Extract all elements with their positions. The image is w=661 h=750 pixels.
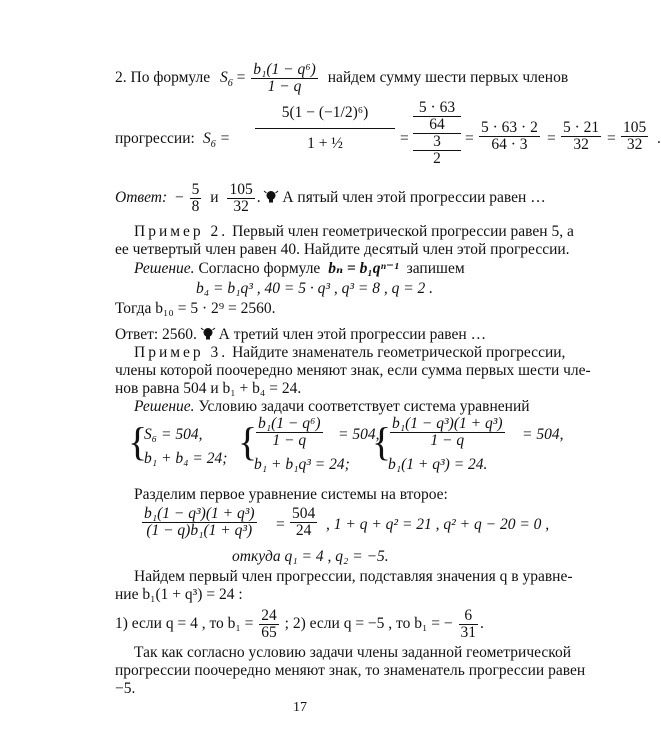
lightbulb-icon [201,327,215,341]
big-fraction: 5(1 − (−1/2)⁶) 1 + ½ [255,100,395,153]
fraction-2: $\frac{5 \cdot 63 \cdot 2}{64 \cdot 3}$ [481,119,538,153]
s6-symbol-2: $S_6$ = [203,130,231,151]
fraction-4: $\frac{105}{32}$ [623,119,647,153]
ex2-equations: b₄ = b₁q³ , 40 = 5 · q³ , q³ = 8 , q = 2 . [196,280,434,297]
cases-line: 1) если q = 4 , то b₁ = $\frac{24}{65}$ ; 2) если q = −5 , то b₁ = − $\frac{6}{31}$ . [115,607,484,641]
fraction-3: $\frac{5 \cdot 21}{32}$ [563,119,600,153]
concl3: −5. [115,680,136,697]
ex2-line2: ее четвертый член равен 40. Найдите десятый член этой прогрессии. [115,241,570,258]
answer1-line: Ответ: − $\frac{5}{8}$ и $\frac{105}{32}$ . А пятый член этой прогрессии равен … [115,181,546,215]
ex2-heading: Пример 2. [134,223,229,240]
ex2-line1: Пример 2. Первый член геометрической прогрессии равен 5, а [134,223,574,240]
concl1: Так как согласно условию задачи члены заданной геометрической [134,644,572,661]
nested-fraction: 5 · 63 64 3 2 [413,100,461,167]
ex3-find2: ние b₁(1 + q³) = 24 : [115,586,243,603]
ex3-find1: Найдем первый член прогрессии, подставляя значения q в уравне- [134,568,573,585]
page-number: 17 [293,700,307,715]
answer1-question: А пятый член этой прогрессии равен … [282,189,546,207]
p1-line: 2. По формуле $S_6$ = $\frac{\text{b₁(1 − q⁶)}}{1 - q}$ найдем сумму шести первых членов [115,61,569,95]
answer1-label: Ответ: [115,189,168,207]
ex2-then: Тогда b₁₀ = 5 · 2⁹ = 2560. [115,300,276,317]
concl2: прогрессии поочередно меняют знак, то знаменатель прогрессии равен [115,662,586,679]
s6-formula-fraction: $\frac{\text{b₁(1 − q⁶)}}{1 - q}$ [253,61,316,95]
ex2-solution: Решение. Согласно формуле bₙ = b₁qⁿ⁻¹ запишем [134,260,465,277]
p2-prefix: прогрессии: [115,130,195,147]
ex3-line2: члены которой поочередно меняют знак, если сумма первых шести чле- [115,362,591,379]
s6-symbol: $S_6$ [220,69,233,90]
p1-suffix: найдем сумму шести первых членов [327,69,569,87]
ex2-answer: Ответ: 2560. А третий член этой прогрессии равен … [115,326,487,343]
roots-line: откуда q₁ = 4 , q₂ = −5. [232,548,389,565]
answer1-fraction-b: $\frac{105}{32}$ [229,181,253,215]
ex3-divide: Разделим первое уравнение системы на второе: [134,486,448,503]
ex3-solution: Решение. Условию задачи соответствует система уравнений [134,398,530,415]
answer1-fraction-a: $\frac{5}{8}$ [191,181,200,215]
textbook-page: 2. По формуле $S_6$ = $\frac{\text{b₁(1 − q⁶)}}{1 - q}$ найдем сумму шести первых членов прогрессии: $S_6$ = 5(1 − (−1/2)⁶) 1 + ½ = 5 · 63 64 3 2 = $\frac{5 \cdot 63 \cdot 2}{64 \cdot 3}$ = $\frac{5 \cdot 21}{32}$ = $\frac{105}{32}$ . Ответ: − $\frac{5}{8}$ и $\frac{105}{32}$ . А пятый член этой прогрессии равен … Пример 2. Первый член геометрической прогрессии равен 5, а ее четвертый член равен 40. Найдите десятый член этой прогрессии. Решение. Согласно формуле bₙ = b₁qⁿ⁻¹ запишем b₄ = b₁q³ , 40 = 5 · q³ , q³ = 8 , q = 2 . Тогда b₁₀ = 5 · 2⁹ = 2560. Ответ: 2560. А третий член этой прогрессии равен … Пример 3. Найдите знаменатель геометрической прогрессии, члены которой поочередно меняют знак, если сумма первых шести чле- нов равна 504 и b₁ + b₄ = 24. Решение. Условию задачи соответствует система уравнений { S₆ = 504, b₁ + b₄ = 24; { $\frac{\text{b₁(1 − q⁶)}}{1 - q}$ = 504, b₁ + b₁q³ = 24; { $\frac{\text{b₁(1 − q³)(1 + q³)}}{1 - q}$ = 504, b₁(1 + q³) = 24. Разделим первое уравнение системы на второе: $\frac{\text{b₁(1 − q³)(1 + q³)}}{\text{(1 − q)b₁(1 + q³)}}$ = $\frac{504}{24}$ , 1 + q + q² = 21 , q² + q − 20 = 0 , откуда q₁ = 4 , q₂ = −5. Найдем первый член прогрессии, подставляя значения q в уравне- ние b₁(1 + q³) = 24 : 1) если q = 4 , то b₁ = $\frac{24}{65}$ ; 2) если q = −5 , то b₁ = − $\frac{6}{31}$ . Так как согласно условию задачи члены заданной геометрической прогрессии поочередно меняют знак, то знаменатель прогрессии равен −5. 17 [0,0,600,750]
lightbulb-icon [264,190,278,204]
ex3-line1: Пример 3. Найдите знаменатель геометрической прогрессии, [134,344,566,361]
ex3-heading: Пример 3. [134,344,229,361]
ex3-line3: нов равна 504 и b₁ + b₄ = 24. [115,380,302,397]
p1-prefix: 2. По формуле [115,69,211,87]
